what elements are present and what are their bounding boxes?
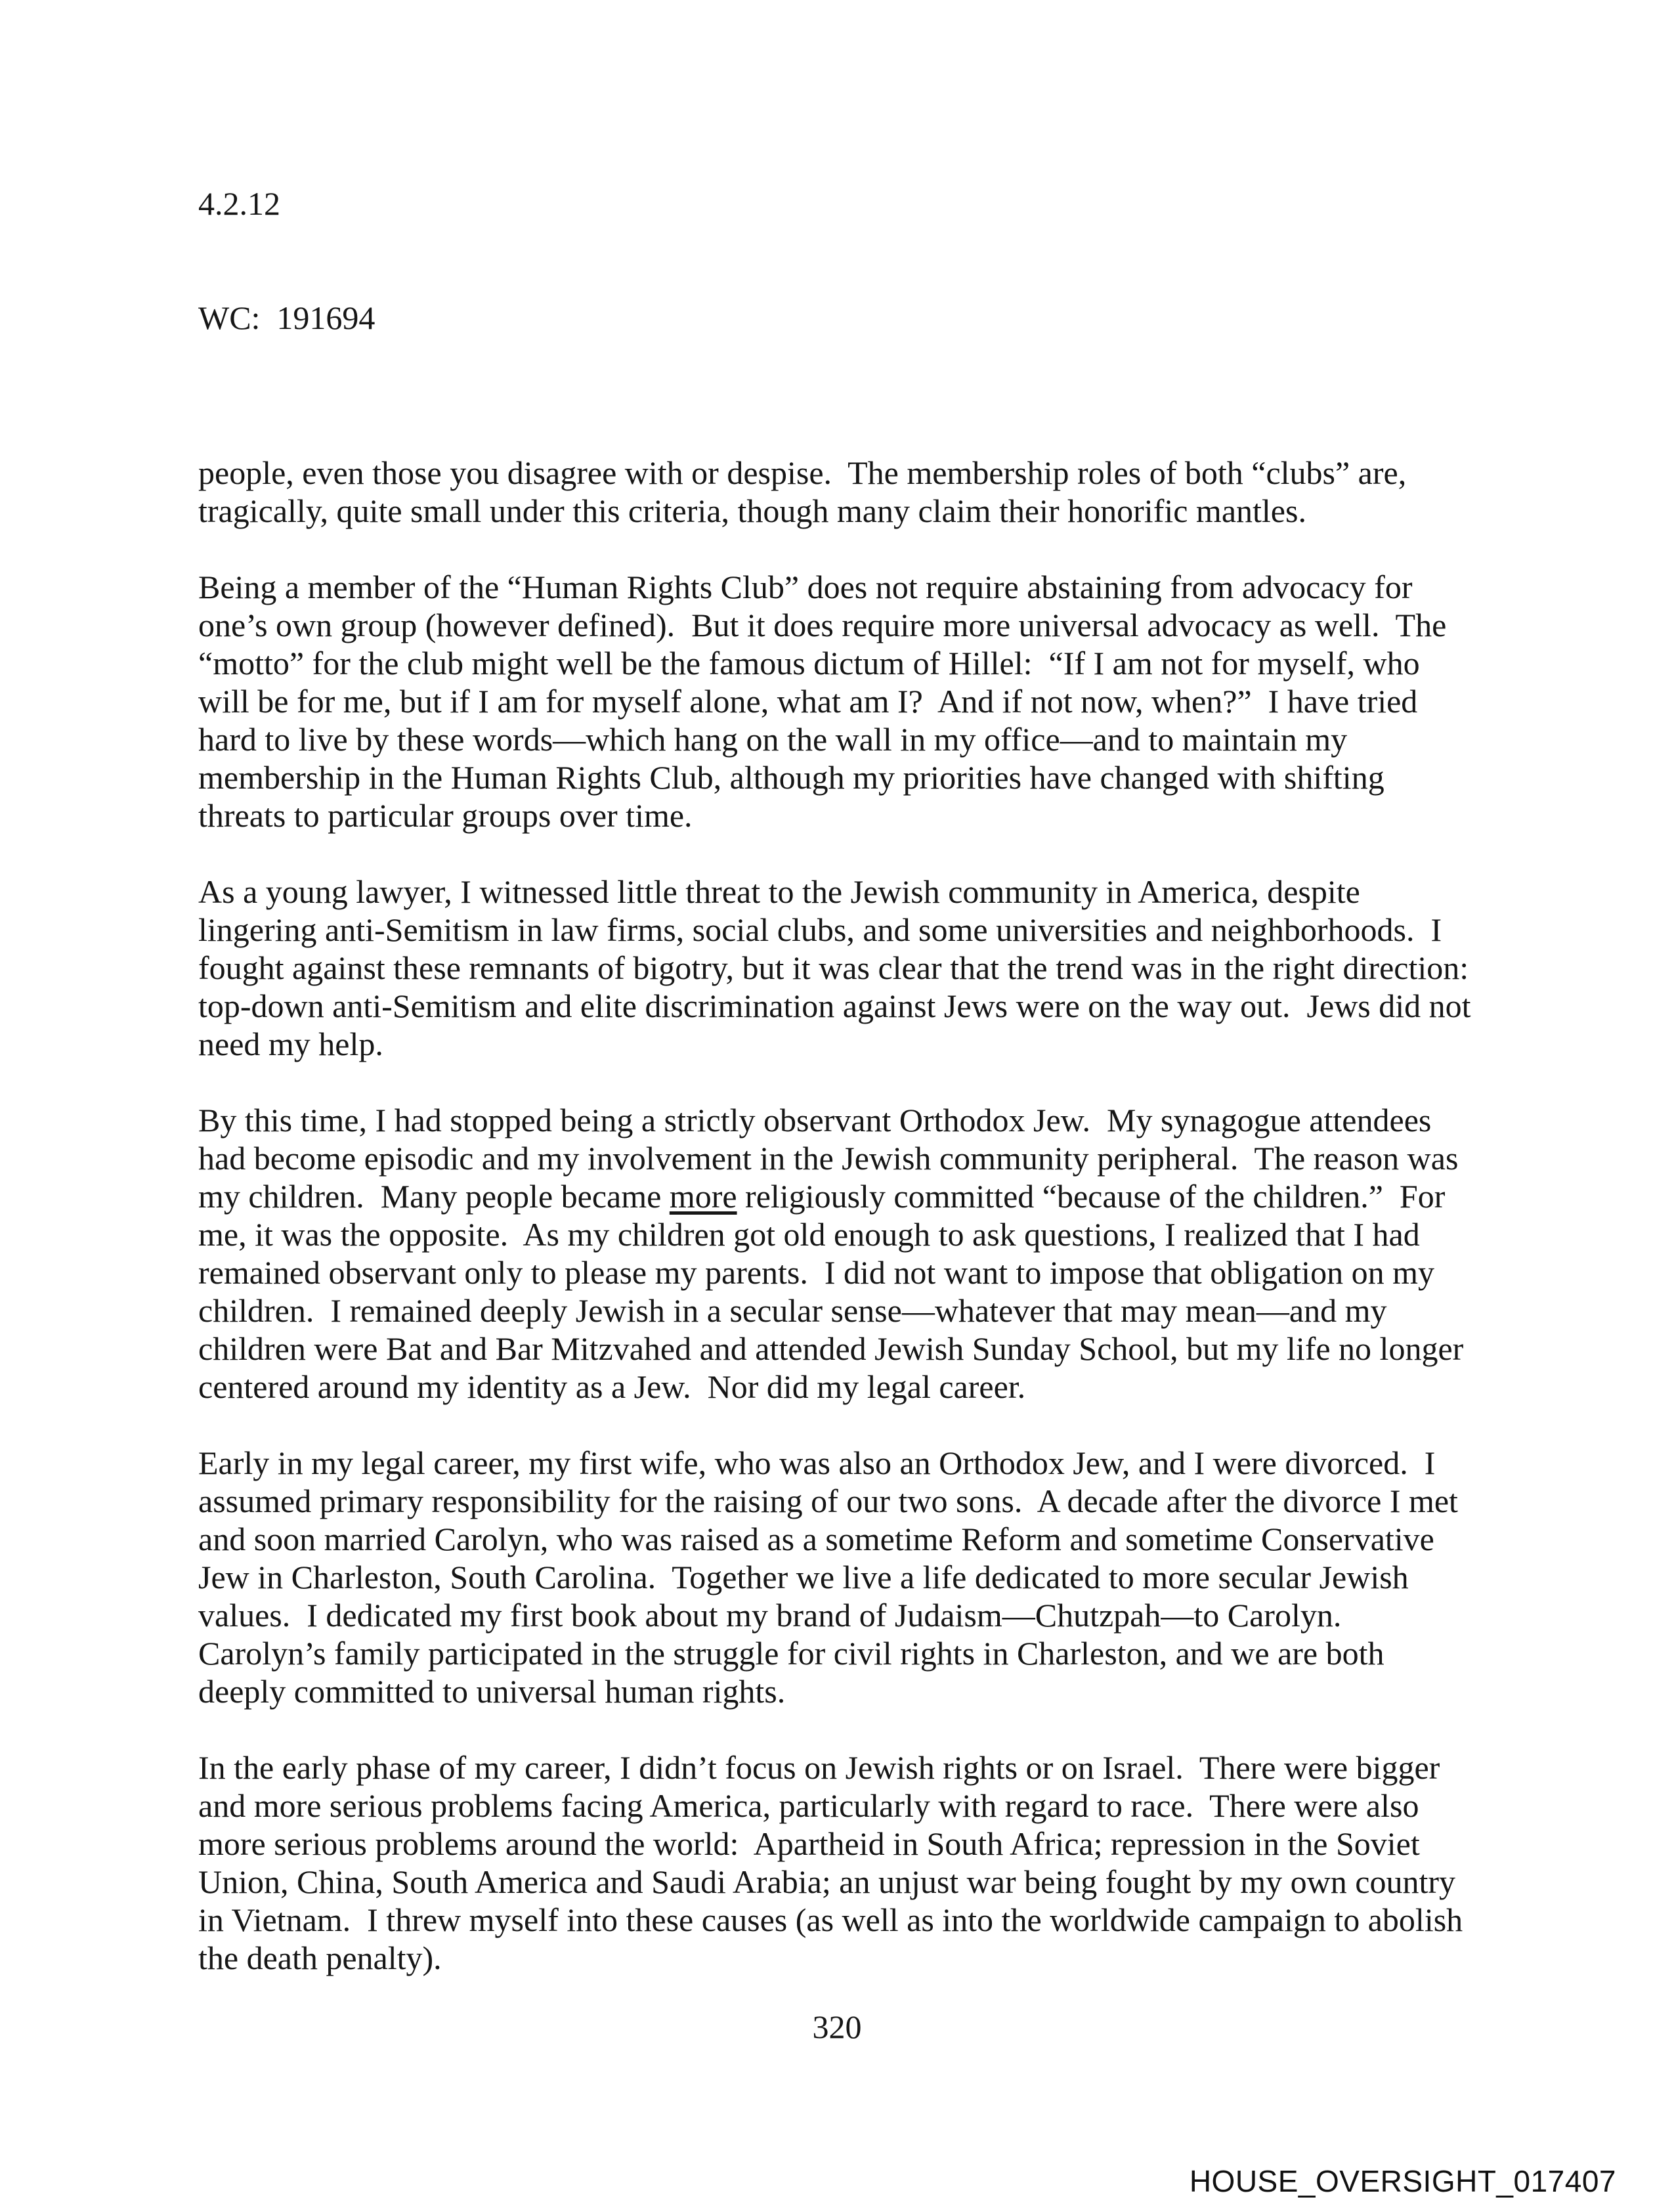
- paragraph: [198, 1101, 1478, 1406]
- text-segment: As a young lawyer, I witnessed little threat to the Jewish community in America, despite lingering anti-Semitism in law firms, social clubs, and some universities and neighborhoods. I fought against these remnants of bigotry, but it was clear that the trend was in the right direction: top-down anti-Semitism and elite discrimination against Jews were on the way out. Jews did not need my help.: [198, 873, 1486, 1062]
- paragraph: [198, 454, 1478, 530]
- bates-number: HOUSE_OVERSIGHT_017407: [1189, 2164, 1616, 2198]
- text-segment: In the early phase of my career, I didn’t focus on Jewish rights or on Israel. There were bigger and more serious problems facing America, particularly with regard to race. There were also more serious problems around the world: Apartheid in South Africa; repression in the Soviet Union, China, South America and Saudi Arabia; an unjust war being fought by my own country in Vietnam. I threw myself into these causes (as well as into the worldwide campaign to abolish the death penalty).: [198, 1749, 1471, 1976]
- document-header: [198, 108, 1478, 413]
- document-body: [198, 454, 1486, 1977]
- text-segment: By this time, I had stopped being a strictly observant Orthodox Jew. My synagogue attendees had become episodic and my involvement in the Jewish community peripheral. The reason was my children. Many people became: [198, 1102, 1467, 1215]
- paragraph: [198, 1444, 1478, 1710]
- header-date: 4.2.12: [198, 185, 280, 222]
- paragraph: [198, 568, 1478, 835]
- text-segment: people, even those you disagree with or despise. The membership roles of both “clubs” are, tragically, quite small under this criteria, though many claim their honorific mantles.: [198, 454, 1415, 529]
- paragraph: [198, 873, 1486, 1063]
- text-segment: Being a member of the “Human Rights Club” does not require abstaining from advocacy for one’s own group (however defined). But it does require more universal advocacy as well. The “motto” for the club might well be the famous dictum of Hillel: “If I am not for myself, who will be for me, but if I am for myself alone, what am I? And if not now, when?” I have tried hard to live by these words—which hang on the wall in my office—and to maintain my membership in the Human Rights Club, although my priorities have changed with shifting threats to particular groups over time.: [198, 569, 1455, 834]
- paragraph: [198, 1748, 1478, 1977]
- page-number: 320: [812, 2008, 862, 2045]
- underlined-text: more: [669, 1178, 737, 1215]
- text-segment: Early in my legal career, my first wife, who was also an Orthodox Jew, and I were divorced. I assumed primary responsibility for the raising of our two sons. A decade after the divorce I met and soon married Carolyn, who was raised as a sometime Reform and sometime Conservative Jew in Charleston, South Carolina. Together we live a life dedicated to more secular Jewish values. I dedicated my first book about my brand of Judaism—Chutzpah—to Carolyn. Carolyn’s family participated in the struggle for civil rights in Charleston, and we are both deeply committed to universal human rights.: [198, 1444, 1467, 1710]
- text-segment: religiously committed “because of the children.” For me, it was the opposite. As my children got old enough to ask questions, I realized that I had remained observant only to please my parents. I did not want to impose that obligation on my children. I remained deeply Jewish in a secular sense—whatever that may mean—and my children were Bat and Bar Mitzvahed and attended Jewish Sunday School, but my life no longer centered around my identity as a Jew. Nor did my legal career.: [198, 1178, 1472, 1405]
- header-word-count: WC: 191694: [198, 299, 376, 336]
